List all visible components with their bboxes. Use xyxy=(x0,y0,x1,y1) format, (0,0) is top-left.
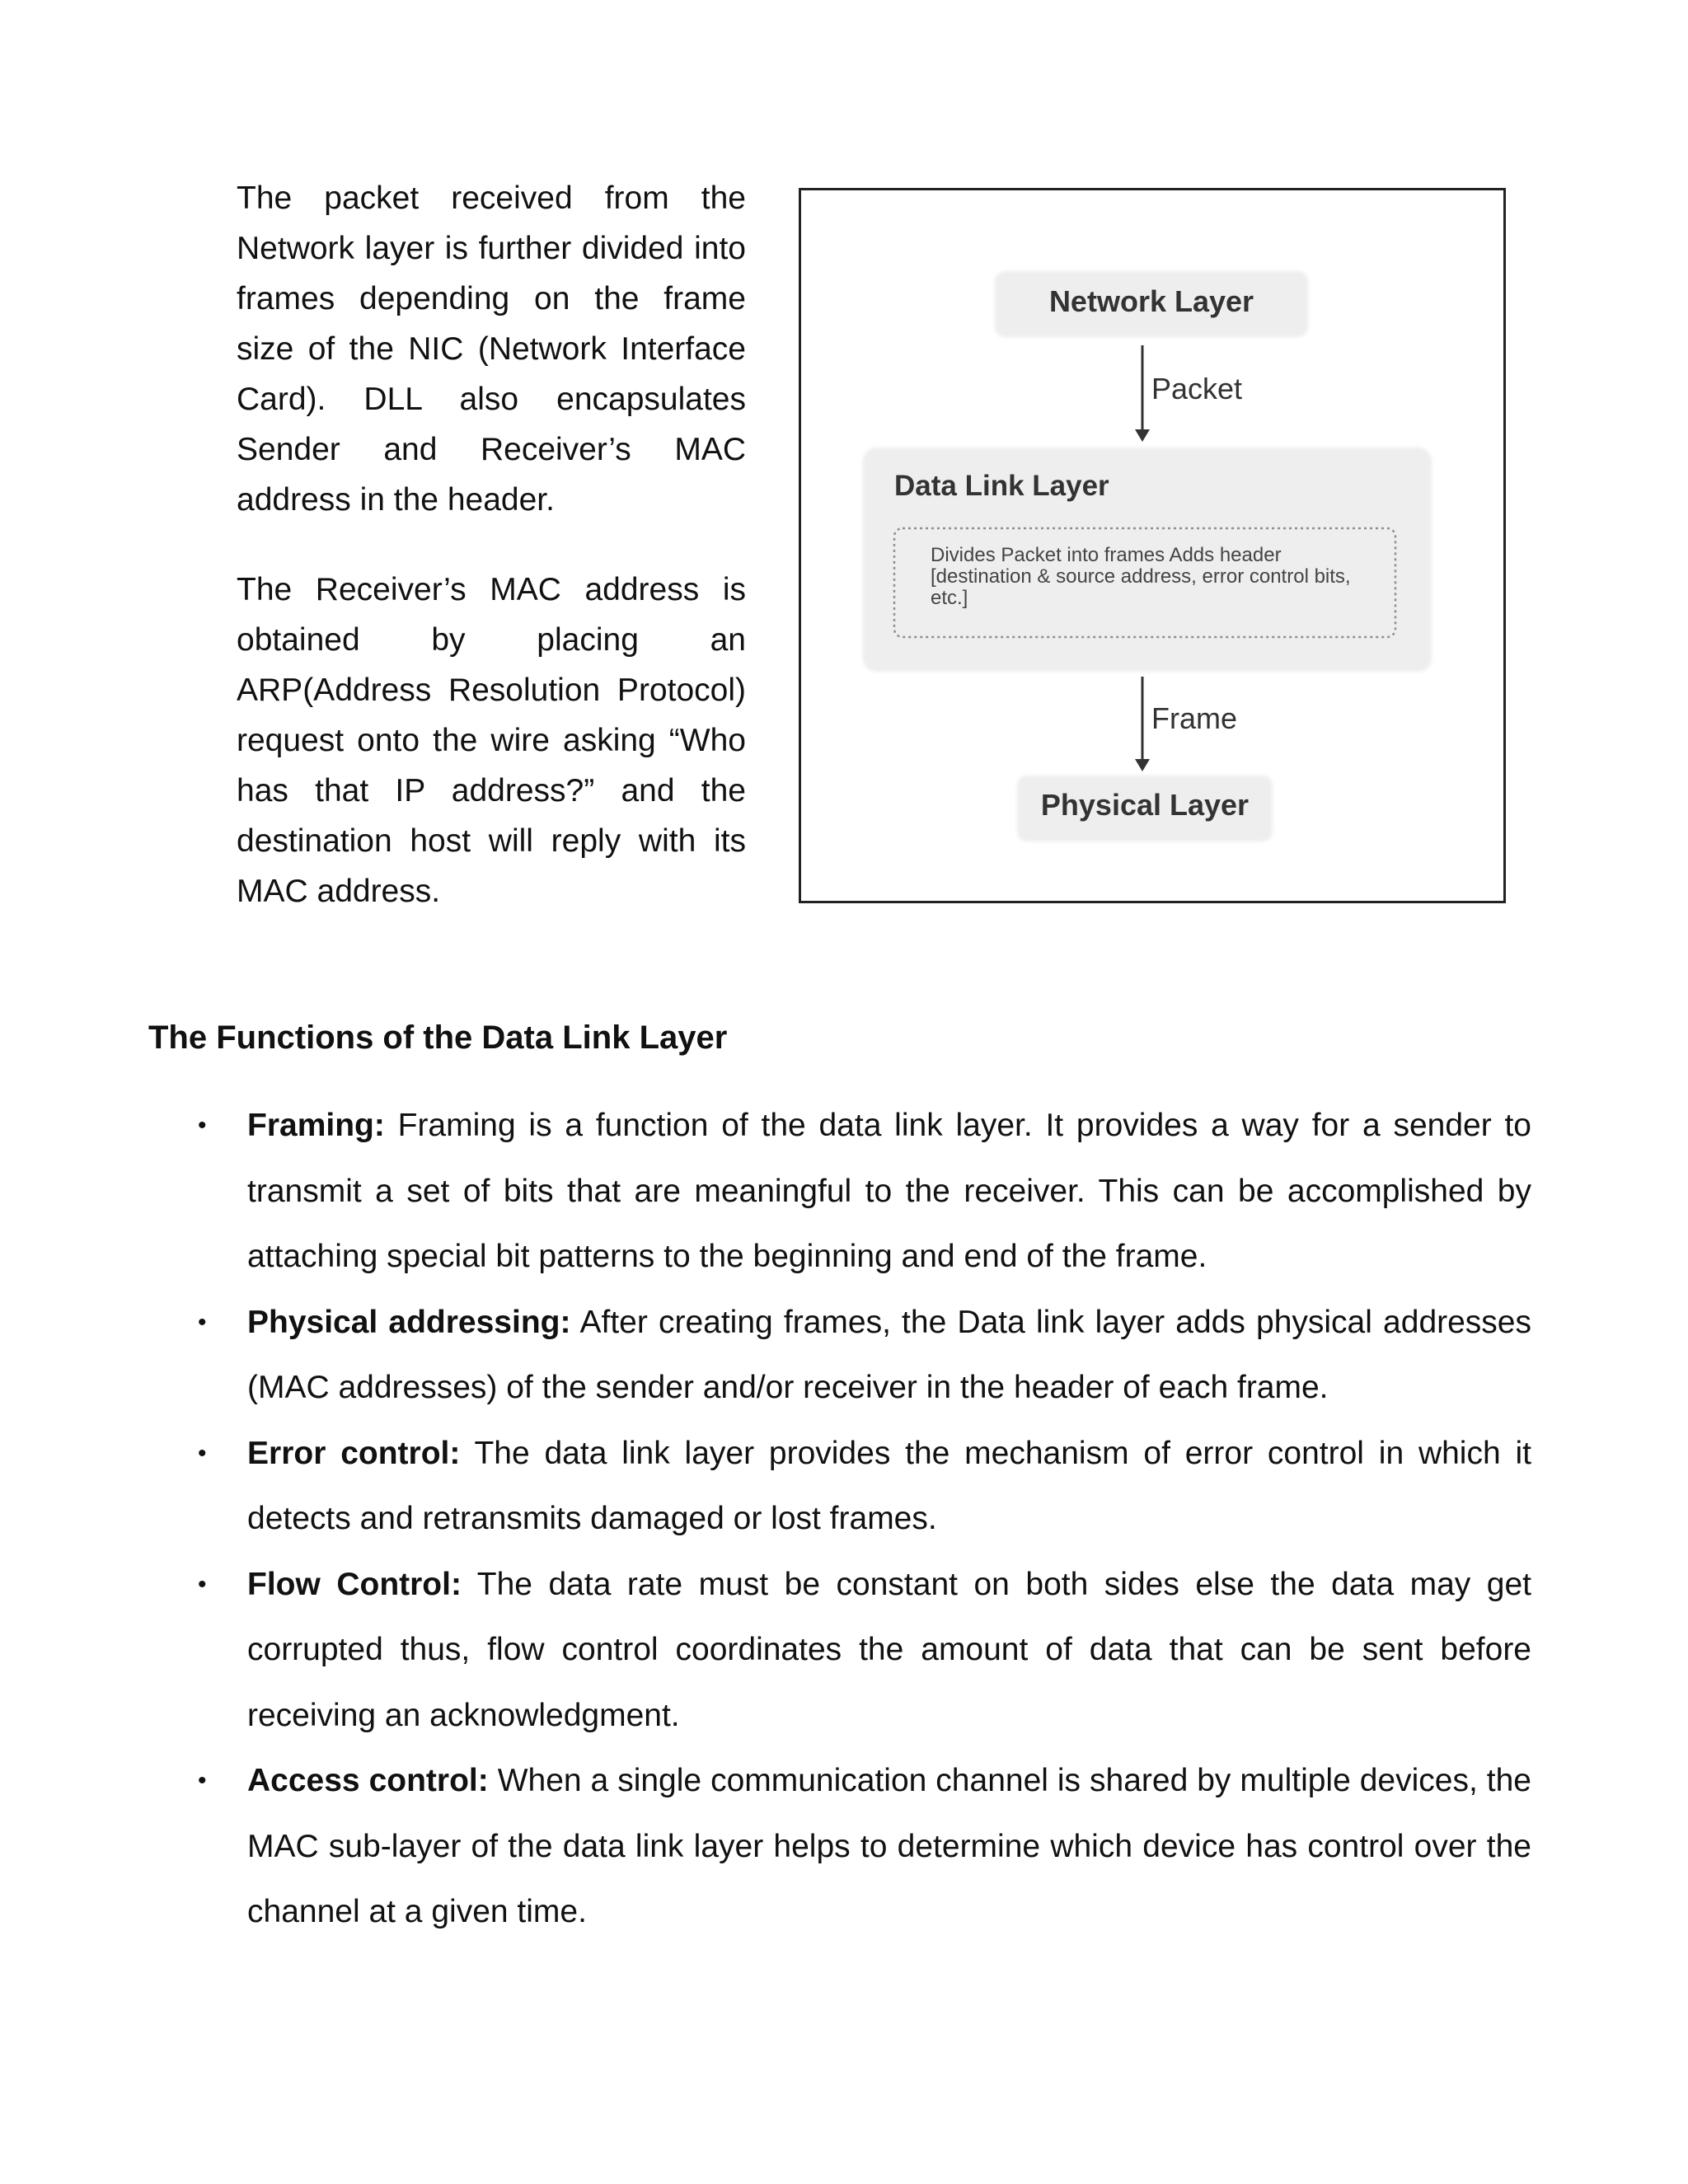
functions-heading: The Functions of the Data Link Layer xyxy=(148,1019,728,1056)
packet-arrowhead xyxy=(1135,429,1150,442)
bullet-icon: • xyxy=(198,1767,207,1794)
frame-label: Frame xyxy=(1151,701,1238,735)
dll-diagram-svg xyxy=(801,190,1503,901)
data-link-layer-label: Data Link Layer xyxy=(894,470,1109,502)
bullet-icon: • xyxy=(198,1570,207,1598)
list-item xyxy=(198,1421,1531,1552)
list-item xyxy=(198,1552,1531,1749)
function-text: Framing is a function of the data link layer. It provides a way for a sender to transmit a set of bits that are meaningful to the receiver. This can be accomplished by attaching special bit patterns to the beginning and end of the frame. xyxy=(247,1108,1531,1274)
intro-text xyxy=(237,173,746,956)
dll-description-line-1: Divides Packet into frames Adds header xyxy=(931,544,1282,566)
frame-arrowhead xyxy=(1135,759,1150,771)
function-term: Physical addressing: xyxy=(247,1304,571,1340)
list-item xyxy=(198,1748,1531,1945)
dll-diagram xyxy=(799,188,1506,903)
function-text: When a single communication channel is shared by multiple devices, the MAC sub-layer of the data link layer helps to determine which device has control over the channel at a given time. xyxy=(247,1763,1531,1929)
dll-description-line-3: etc.] xyxy=(931,587,968,609)
intro-paragraph-2: The Receiver’s MAC address is obtained by placing an ARP(Address Resolution Protocol) request onto the wire asking “Who has that IP address?” and the destination host will reply with its MAC address. xyxy=(237,572,746,909)
function-term: Error control: xyxy=(247,1435,461,1471)
function-text: The data link layer provides the mechanism of error control in which it detects and retransmits damaged or lost frames. xyxy=(247,1435,1531,1536)
network-layer-label: Network Layer xyxy=(1048,284,1254,318)
function-term: Framing: xyxy=(247,1108,385,1143)
function-term: Flow Control: xyxy=(247,1566,462,1602)
dll-description-line-2: [destination & source address, error control bits, xyxy=(931,565,1351,588)
functions-list xyxy=(198,1093,1531,1945)
list-item xyxy=(198,1093,1531,1290)
function-text: After creating frames, the Data link layer adds physical addresses (MAC addresses) of the sender and/or receiver in the header of each frame. xyxy=(247,1304,1531,1405)
bullet-icon: • xyxy=(198,1308,207,1336)
intro-paragraph-1: The packet received from the Network layer is further divided into frames depending on the frame size of the NIC (Network Interface Card). DLL also encapsulates Sender and Receiver’s MAC address in the header. xyxy=(237,180,746,518)
list-item xyxy=(198,1290,1531,1421)
packet-label: Packet xyxy=(1151,372,1243,405)
physical-layer-label: Physical Layer xyxy=(1040,788,1250,822)
bullet-icon: • xyxy=(198,1439,207,1467)
function-text: The data rate must be constant on both sides else the data may get corrupted thus, flow control coordinates the amount of data that can be sent before receiving an acknowledgment. xyxy=(247,1566,1531,1733)
function-term: Access control: xyxy=(247,1763,489,1798)
bullet-icon: • xyxy=(198,1112,207,1139)
